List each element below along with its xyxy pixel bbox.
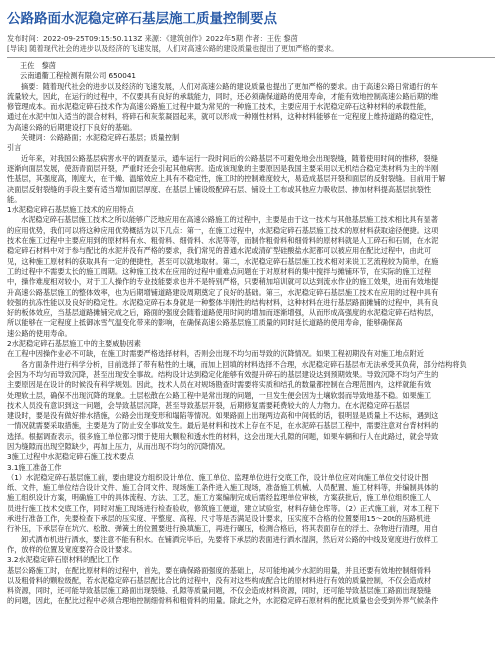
body-line: 决面层反射裂缝的手段主要有适当增加面层厚度、在基层上铺设级配碎石层、铺设土工布或其他应力吸收层、掺加材料提高基层抗裂性 (7, 184, 432, 194)
body-line: 修管理成本。而水泥稳定碎石技术作为高速公路施工过程中最为常见的一种施工技术，主要应用于水泥稳定碎石这种材料的承载性能， (7, 102, 432, 112)
body-line: 近年来，对我国公路基层病害水平的调查显示，通车运行一段时间后的公路基层不可避免地会出现裂缝，随着使用时间的推移，裂缝 (21, 153, 438, 163)
body-line: 的应用优势，我们可以将这种应用优势概括为以下几点：第一，在施工过程中，水泥稳定碎石基层施工技术的原材料获取途径便捷。这项 (7, 225, 439, 235)
body-line: 行补压，下承层存在坑穴、松散、弹簧土的位置要进行换填施工，再进行碾压，检测合格后，将其表面存在的浮土、杂物进行清理，用自 (7, 524, 439, 534)
body-line: 流量较大，因此，在运行的过程中，不仅要具有良好的承载能力，同时，还必须确保道路的使用寿命，才能有效地控制高速公路后期的维 (7, 91, 439, 101)
body-line: 工的过程中不需要太长的施工周期。这种施工技术在应用的过程中重难点问题在于对原材料的集中搅拌与摊铺环节，在实际的施工过程 (7, 266, 432, 276)
body-line: 施工组织设计方案，明确施工中的具体流程、方法、工艺，施工方案编制完成后需经监理单位审核，方案获批后，施工单位组织施工人 (7, 493, 432, 503)
article-body (7, 82, 495, 607)
body-line: 所以能够在一定程度上抵御冰雪气温变化带来的影响，在确保高速公路基层施工质量的同时延长道路的使用寿命，能够确保高 (7, 318, 403, 328)
body-line: 以及粗骨料的颗粒级配，若水泥稳定碎石基层配比合比的过程中，没有对这些构成配合比的原材料进行有效的质量控制，不仅会造成材 (7, 575, 432, 585)
article-lead: [导读] 随着现代社会的进步以及经济的飞速发展，人们对高速公路的建设质量也提出了更加严格的要求。 (7, 44, 339, 53)
body-line: 3.2水泥稳定碎石原材料的配比工作 (7, 555, 120, 565)
article-title: 公路路面水泥稳定碎石基层施工质量控制要点 (7, 11, 277, 27)
body-line: 主要原因是在设计的时候没有科学规划。因此，技术人员在对规场勘查时需要将实质和结孔的数量都控制在合理范围内，这样就能有效 (7, 380, 432, 390)
body-line: 中，操作难度相对较小，对于工人操作的专业技能要求也并不是特别严格，只要稍加培训就可以达到流水作业的施工效果，进而有效地提 (7, 277, 439, 287)
body-line: 技术在施工过程中主要应用到的原材料有水、粗骨料、细骨料、水泥等等，而制作粗骨料和细骨料的原材料就是人工碎石和石屑，在水泥 (7, 236, 439, 246)
body-line: 稳定碎石材料中对于参与配比的水泥并没有严格的要求，我们常见的普通水泥或清矿型硅酸盐水泥都可以被应用在配比过程中，由此可 (7, 246, 432, 256)
body-line: 在工程中因操作业必不可缺，在施工时需要严格选择材料，否则会出现不均匀而导致的沉降情况。如果工程初期没有对施工地点附近 (7, 349, 424, 359)
body-line: 料资源，同时，还可能导致基层施工路面出现裂缝、孔隙等质量问题，不仅会造成材料资源，同时，还可能导致基层施工路面出现裂缝 (7, 586, 432, 596)
body-line: 作，放样的位置及宽度要符合设计要求。 (7, 544, 137, 554)
body-line: 见，这种施工原材料的获取具有一定的便捷性，甚至可以就地取材。第二，水泥稳定碎石基层施工技术相对来说工艺流程较为简单，在施 (7, 256, 439, 266)
body-line: 1水泥稳定碎石基层施工技术的应用特点 (7, 205, 134, 215)
body-line: 技术人员没有意识到这一问题，会导致基层沉降，甚至导致基层开裂，后期修复需要耗费较大的人力物力。在水泥稳定碎石基层 (7, 400, 410, 410)
body-line: 员进行施工技术交底工作，同时对施工现场进行检查验收，修筑施工便道，建立试验室，材料存储仓库等。（2）正式施工前，对本工程下 (7, 503, 440, 513)
publish-info: 发布时间：2022-09-25T09:15:50.113Z 来源：《建筑创作》2022年5期 作者：王佐 黎茵 (7, 34, 298, 43)
body-line: 建设时，要是没有做好排水措施，公路会出现变形和塌陷等情况。如果路面上出现两边高和中间低的话，很明显是质量上不达标，遇到这 (7, 411, 439, 421)
body-line: 速公路的使用寿命。 (7, 328, 72, 338)
body-line: 各方面条件进行科学分析，目前选择了带有粘性的土壤，而加上回填的材料选择不合理，水泥稳定碎石基层布无法承受其负荷，部分结构将负 (21, 359, 467, 369)
divider (7, 57, 495, 58)
body-line: 2水泥稳定碎石基层施工中的主要威胁因素 (7, 339, 141, 349)
body-line: 水泥稳定碎石基层施工技术之所以能够广泛地应用在高速公路施工的过程中，主要是由于这一技术与其他基层施工技术相比具有显著 (21, 215, 438, 225)
body-line: 一情况就需要采取措施，主要是为了防止安全事故发生。最后是材料和技术上存在不足，在水泥碎石基层工程中，需要注意对台背材料的 (7, 421, 439, 431)
body-line: 引言 (7, 143, 22, 153)
body-line: 升高速公路基层施工的整体效率，也为后期增铺道路建设周期奠定了良好的基础。第三，水泥稳定碎石基层施工技术在应用的过程中具有 (7, 287, 439, 297)
body-line: 3.1施工准备工作 (7, 462, 62, 472)
body-line: 逐渐向面层发展，使沥青面层开裂，严重时还会引起其他病害。造成该现象的主要原因是我国主要采用以无机结合稳定类材料为主的半刚 (7, 163, 439, 173)
body-line: 卸式洒布机进行洒水，要注意不能有积水。在铺洒完毕后，先要将下承层的表面进行洒水湿润，然后对公路的中线及宽度进行放样工 (21, 534, 438, 544)
body-line: （1）水泥稳定碎石基层施工前，要由建设方组织设计单位、施工单位、监理单位进行交底工作，设计单位应对向施工单位交付设计图 (7, 472, 429, 482)
body-line: 的问题，因此，在配比过程中必须合理地控制细骨料和粗骨料的用量。除此之外，水泥稳定碎石原材料的配比质量也会受到外界气候条件 (7, 596, 439, 606)
body-line: 承进行准备工作，先要检查下承层的压实度、平整度、高程、尺寸等是否满足设计要求，压实度不合格的位置要用15～20t的压路机进 (7, 514, 431, 524)
body-line: 纸、文件，施工单位结合设计文件、施工合同文件、现场施工条件进入施工现场，准备施工机械、人员配置、施工材料等，并编制具体的 (7, 483, 439, 493)
body-line: 为高速公路的后期建设打下良好的基础。 (7, 122, 137, 132)
body-line: 性基层，其强度高，刚度大，在干燥、温缩效应上具有不稳定性，施工时的控制难度较大，易造成基层开裂和面层的反射裂缝。目前用于解 (7, 174, 446, 184)
body-line: 处理软土层，确保不出现沉降的现象。土层松散在公路工程中是常出现的问题，一旦发生便会因为土壤软弱而导致地基不稳。如果施工 (7, 390, 432, 400)
body-line: 因为缝隙而出现空隙缺少，再加上压力，从而出现不均匀的沉降情况。 (7, 441, 230, 451)
body-line: 基层公路施工时，在配比原材料的过程中，首先，要在确保路面强度的基础上，尽可能地减少水泥的用量，并且还要有效地控制细骨料 (7, 565, 432, 575)
body-line: 3施工过程中水泥稳定碎石施工技术要点 (7, 452, 134, 462)
author-org: 云南通衢工程检测有限公司 650041 (20, 71, 136, 81)
author-name: 王佐 黎茵 (20, 61, 56, 70)
body-line: 摘要：随着现代社会的进步以及经济的飞速发展，人们对高速公路的建设质量也提出了更加严格的要求。由于高速公路日常通行的车 (21, 81, 438, 91)
body-line: 关键词：公路路面；水泥稳定碎石基层；质量控制 (21, 133, 180, 143)
body-line: 会因为不均匀而导致沉降，甚至出现安全事故。结构设计达到稳定化能够有效提升碎石的基层建设达到预期效果。导致沉降不均匀产生的 (7, 369, 439, 379)
body-line: 好的板体效应，当基层道路摊铺完成之后，路面的强度会随着道路使用时间的增加而逐渐增强，从而形成高强度的水泥稳定碎石结构层， (7, 308, 439, 318)
body-line: 较强的抗冻性能以及良好的稳定性。水泥稳定碎石本身就是一种整体半刚性的结构材料，这种材料在进行基层路面摊铺的过程中，具有良 (7, 297, 439, 307)
article-meta (7, 34, 495, 54)
author-block (7, 61, 495, 82)
body-line: 通过在水泥中加入适当的混合材料，将碎石和灰浆凝固起来，就可以形成一种刚性材料，这种材料能够在一定程度上维持道路的稳定性， (7, 112, 439, 122)
body-line: 能。 (7, 194, 22, 204)
body-line: 选择。根据调查表示，很多施工单位都习惯于使用大颗粒和透水性的材料，这会出现大孔隙的问题，如果车辆和行人在此路过，就会导致 (7, 431, 439, 441)
